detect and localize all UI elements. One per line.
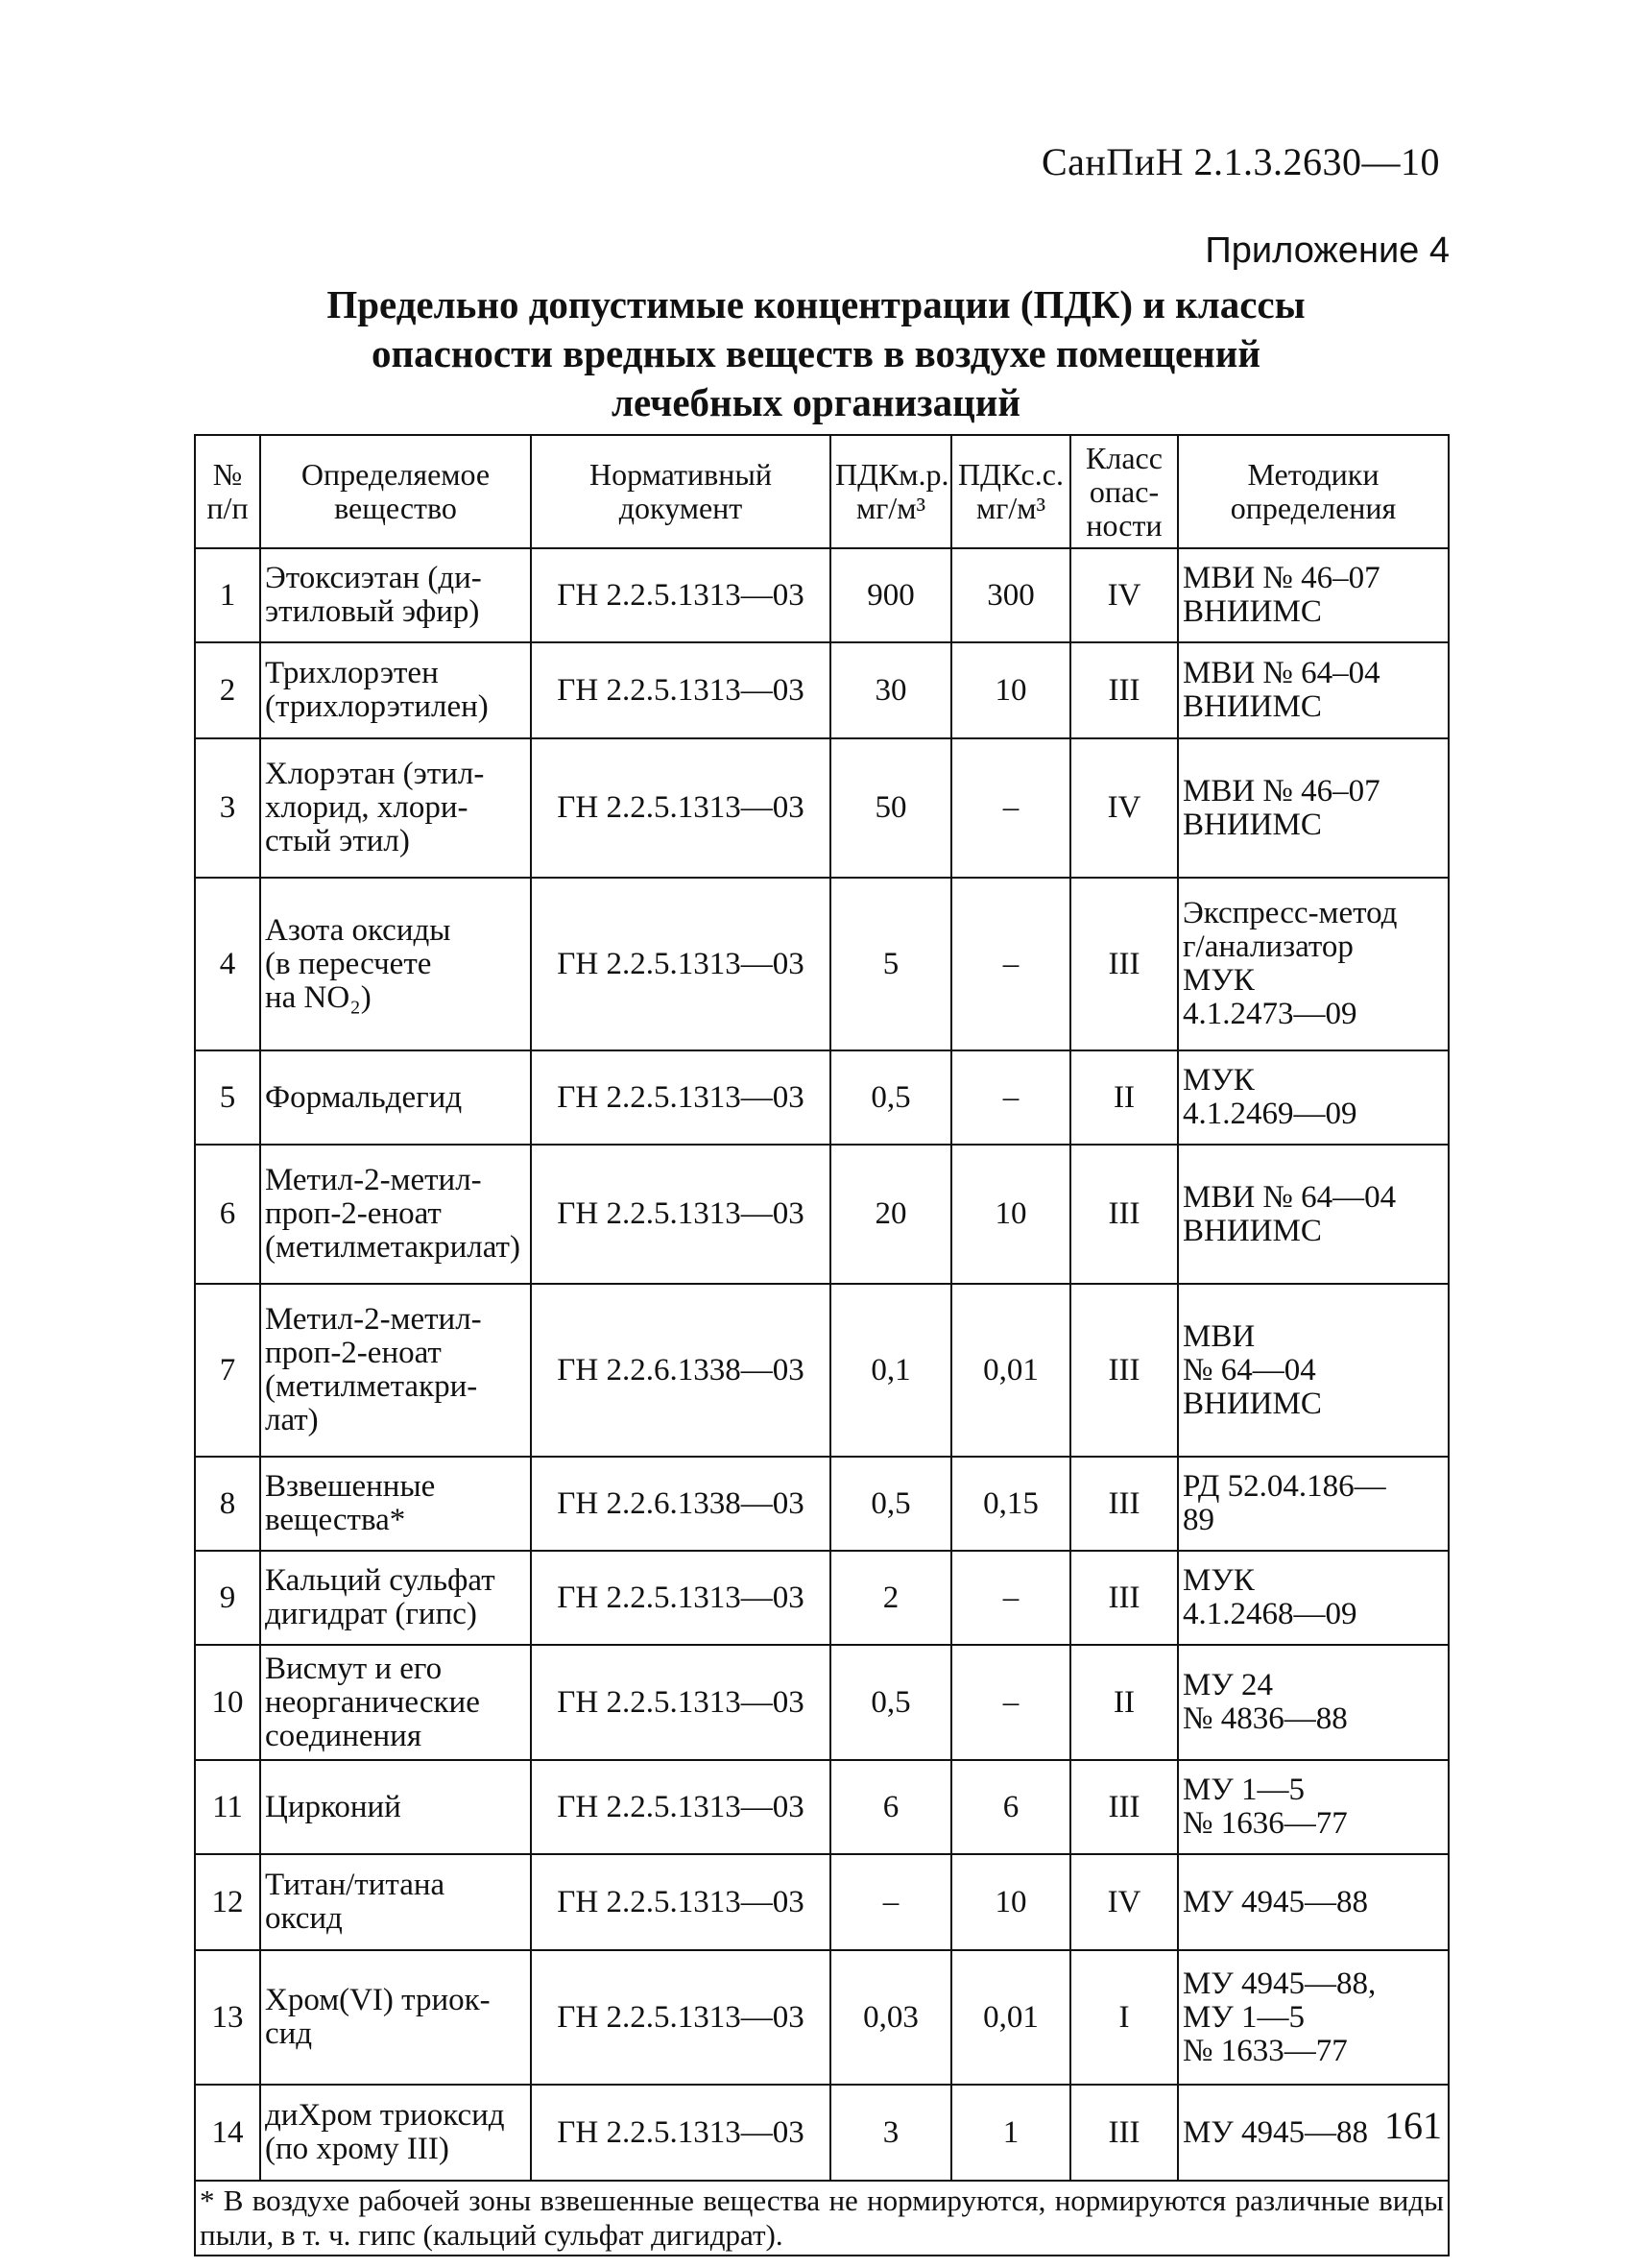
cell-methods xyxy=(1178,1457,1449,1551)
cell-line: МВИ № 64–04 xyxy=(1183,656,1380,690)
cell-document: ГН 2.2.5.1313—03 xyxy=(531,1050,830,1145)
column-header-line: мг/м³ xyxy=(855,491,926,525)
cell-line: 89 xyxy=(1183,1503,1214,1537)
cell-line: Взвешенные xyxy=(265,1469,436,1504)
cell-line: № 64—04 xyxy=(1183,1352,1316,1387)
cell-line: (трихлорэтилен) xyxy=(265,689,489,724)
cell-line: МУК xyxy=(1183,963,1255,998)
cell-line: № 1633—77 xyxy=(1183,2033,1348,2068)
cell-line: МВИ № 46–07 xyxy=(1183,773,1380,808)
cell-line: ВНИИМС xyxy=(1183,594,1322,629)
table-row xyxy=(195,2085,1449,2181)
document-code: СанПиН 2.1.3.2630—10 xyxy=(1041,140,1440,183)
cell-document: ГН 2.2.5.1313—03 xyxy=(531,1950,830,2085)
cell-line: № 1636—77 xyxy=(1183,1806,1348,1841)
cell-methods xyxy=(1178,1284,1449,1457)
cell-hazard-class: II xyxy=(1070,1645,1178,1760)
cell-pdk-ss: – xyxy=(951,738,1070,878)
cell-substance xyxy=(260,1551,531,1645)
cell-substance xyxy=(260,1145,531,1284)
cell-line: Метил-2-метил- xyxy=(265,1163,482,1197)
cell-num: 12 xyxy=(195,1854,260,1950)
table-row xyxy=(195,1284,1449,1457)
cell-pdk-mr: 30 xyxy=(830,642,951,738)
cell-line: МУ 4945—88 xyxy=(1183,1884,1368,1919)
cell-line: г/анализатор xyxy=(1183,929,1354,964)
column-header-line: № xyxy=(212,457,243,492)
cell-num: 3 xyxy=(195,738,260,878)
table-row xyxy=(195,1457,1449,1551)
cell-document: ГН 2.2.5.1313—03 xyxy=(531,1645,830,1760)
cell-hazard-class: III xyxy=(1070,1284,1178,1457)
cell-num: 8 xyxy=(195,1457,260,1551)
cell-hazard-class: III xyxy=(1070,2085,1178,2181)
table-header-row xyxy=(195,435,1449,548)
column-header-line: Нормативный xyxy=(589,457,772,492)
table-row xyxy=(195,1145,1449,1284)
column-header-pdk-ss xyxy=(951,435,1070,548)
table-row xyxy=(195,1854,1449,1950)
cell-line: сид xyxy=(265,2016,313,2051)
cell-methods xyxy=(1178,548,1449,642)
cell-pdk-mr: 900 xyxy=(830,548,951,642)
cell-line: (метилметакри- xyxy=(265,1369,478,1404)
cell-substance xyxy=(260,1854,531,1950)
cell-document: ГН 2.2.5.1313—03 xyxy=(531,1760,830,1854)
cell-num: 13 xyxy=(195,1950,260,2085)
cell-pdk-ss: 1 xyxy=(951,2085,1070,2181)
cell-hazard-class: III xyxy=(1070,1145,1178,1284)
column-header-line: ПДКс.с. xyxy=(958,457,1064,492)
cell-line: (в пересчете xyxy=(265,946,432,981)
cell-line: на NO₂) xyxy=(265,979,372,1015)
cell-document: ГН 2.2.5.1313—03 xyxy=(531,738,830,878)
cell-line: МУ 24 xyxy=(1183,1668,1273,1702)
column-header-line: определения xyxy=(1230,491,1397,525)
cell-pdk-mr: 2 xyxy=(830,1551,951,1645)
cell-hazard-class: III xyxy=(1070,1760,1178,1854)
cell-substance xyxy=(260,1645,531,1760)
cell-line: соединения xyxy=(265,1718,422,1753)
table-body xyxy=(195,548,1449,2256)
cell-line: МУ 1—5 xyxy=(1183,1999,1305,2035)
cell-line: МУК xyxy=(1183,1063,1255,1098)
cell-line: хлорид, хлори- xyxy=(265,790,468,825)
cell-pdk-ss: 0,01 xyxy=(951,1950,1070,2085)
cell-pdk-ss: 10 xyxy=(951,1145,1070,1284)
cell-line: лат) xyxy=(265,1403,319,1437)
cell-line: Цирконий xyxy=(265,1789,401,1824)
table-row xyxy=(195,738,1449,878)
table-title xyxy=(192,280,1440,427)
cell-line: МВИ № 46–07 xyxy=(1183,561,1380,595)
table-row xyxy=(195,1760,1449,1854)
column-header-hazard-class xyxy=(1070,435,1178,548)
cell-num: 11 xyxy=(195,1760,260,1854)
cell-num: 7 xyxy=(195,1284,260,1457)
cell-line: проп-2-еноат xyxy=(265,1196,442,1231)
cell-substance xyxy=(260,1050,531,1145)
cell-methods xyxy=(1178,1645,1449,1760)
cell-pdk-mr: 0,1 xyxy=(830,1284,951,1457)
column-header-line: Класс xyxy=(1086,440,1163,475)
cell-substance xyxy=(260,1950,531,2085)
column-header-line: п/п xyxy=(206,491,249,525)
cell-methods xyxy=(1178,1854,1449,1950)
column-header-pdk-mr xyxy=(830,435,951,548)
cell-pdk-mr: 0,5 xyxy=(830,1457,951,1551)
cell-pdk-ss: – xyxy=(951,1050,1070,1145)
column-header-line: ности xyxy=(1086,507,1163,543)
cell-pdk-ss: 6 xyxy=(951,1760,1070,1854)
cell-substance xyxy=(260,548,531,642)
cell-pdk-mr: 0,5 xyxy=(830,1050,951,1145)
cell-pdk-mr: 3 xyxy=(830,2085,951,2181)
cell-line: ВНИИМС xyxy=(1183,1386,1322,1421)
cell-line: Азота оксиды xyxy=(265,912,451,948)
cell-num: 9 xyxy=(195,1551,260,1645)
cell-pdk-mr: 5 xyxy=(830,878,951,1050)
cell-document: ГН 2.2.5.1313—03 xyxy=(531,878,830,1050)
cell-pdk-ss: 0,01 xyxy=(951,1284,1070,1457)
cell-line: дигидрат (гипс) xyxy=(265,1597,477,1631)
cell-substance xyxy=(260,878,531,1050)
column-header-line: мг/м³ xyxy=(975,491,1046,525)
cell-num: 10 xyxy=(195,1645,260,1760)
column-header-line: ПДКм.р. xyxy=(835,457,949,492)
cell-substance xyxy=(260,738,531,878)
title-line: опасности вредных веществ в воздухе помещений xyxy=(371,331,1261,375)
column-header-line: Методики xyxy=(1247,457,1380,492)
table-row xyxy=(195,1950,1449,2085)
cell-line: 4.1.2473—09 xyxy=(1183,997,1357,1031)
page-number: 161 xyxy=(1384,2104,1442,2147)
cell-substance xyxy=(260,1760,531,1854)
cell-line: Трихлорэтен xyxy=(265,656,439,690)
cell-document: ГН 2.2.5.1313—03 xyxy=(531,2085,830,2181)
footnote-row xyxy=(195,2181,1449,2256)
cell-line: № 4836—88 xyxy=(1183,1701,1348,1736)
cell-substance xyxy=(260,1284,531,1457)
pdk-table xyxy=(194,434,1450,2256)
cell-hazard-class: I xyxy=(1070,1950,1178,2085)
cell-line: ВНИИМС xyxy=(1183,689,1322,724)
cell-methods xyxy=(1178,1050,1449,1145)
cell-num: 1 xyxy=(195,548,260,642)
cell-line: диХром триоксид xyxy=(265,2098,505,2133)
cell-pdk-mr: 6 xyxy=(830,1760,951,1854)
cell-line: 4.1.2469—09 xyxy=(1183,1097,1357,1131)
appendix-label: Приложение 4 xyxy=(1205,230,1450,271)
title-line: Предельно допустимые концентрации (ПДК) и классы xyxy=(326,282,1306,326)
cell-hazard-class: III xyxy=(1070,642,1178,738)
cell-line: Этоксиэтан (ди- xyxy=(265,561,482,595)
cell-line: РД 52.04.186— xyxy=(1183,1469,1386,1504)
cell-methods xyxy=(1178,1950,1449,2085)
cell-substance xyxy=(260,642,531,738)
cell-methods xyxy=(1178,878,1449,1050)
cell-methods xyxy=(1178,642,1449,738)
column-header-line: документ xyxy=(618,491,743,525)
cell-pdk-ss: 0,15 xyxy=(951,1457,1070,1551)
cell-line: МУК xyxy=(1183,1563,1255,1598)
cell-line: МУ 4945—88 xyxy=(1183,2114,1368,2150)
table-row xyxy=(195,878,1449,1050)
cell-num: 14 xyxy=(195,2085,260,2181)
table-row xyxy=(195,642,1449,738)
cell-pdk-mr: 50 xyxy=(830,738,951,878)
cell-line: (метилметакрилат) xyxy=(265,1230,520,1265)
cell-methods xyxy=(1178,1145,1449,1284)
cell-num: 6 xyxy=(195,1145,260,1284)
cell-pdk-mr: 20 xyxy=(830,1145,951,1284)
table-row xyxy=(195,548,1449,642)
cell-line: оксид xyxy=(265,1901,343,1936)
cell-document: ГН 2.2.5.1313—03 xyxy=(531,1551,830,1645)
cell-document: ГН 2.2.5.1313—03 xyxy=(531,1145,830,1284)
cell-line: 4.1.2468—09 xyxy=(1183,1597,1357,1631)
cell-line: вещества* xyxy=(265,1503,406,1537)
cell-line: Титан/титана xyxy=(265,1868,445,1902)
cell-line: МВИ № 64—04 xyxy=(1183,1179,1397,1215)
cell-pdk-ss: 300 xyxy=(951,548,1070,642)
cell-document: ГН 2.2.5.1313—03 xyxy=(531,548,830,642)
cell-line: МВИ xyxy=(1183,1318,1256,1354)
cell-methods xyxy=(1178,1551,1449,1645)
cell-hazard-class: IV xyxy=(1070,738,1178,878)
cell-line: Хлорэтан (этил- xyxy=(265,757,485,791)
cell-document: ГН 2.2.5.1313—03 xyxy=(531,1854,830,1950)
column-header-line: вещество xyxy=(334,491,457,525)
cell-pdk-mr: 0,03 xyxy=(830,1950,951,2085)
cell-pdk-ss: – xyxy=(951,878,1070,1050)
title-line: лечебных организаций xyxy=(612,380,1020,424)
cell-line: ВНИИМС xyxy=(1183,807,1322,842)
column-header-substance xyxy=(260,435,531,548)
cell-line: Формальдегид xyxy=(265,1079,463,1115)
cell-hazard-class: III xyxy=(1070,1551,1178,1645)
cell-line: МУ 1—5 xyxy=(1183,1773,1305,1807)
column-header-document xyxy=(531,435,830,548)
cell-substance xyxy=(260,2085,531,2181)
cell-line: (по хрому III) xyxy=(265,2132,449,2166)
column-header-line: опас- xyxy=(1089,473,1160,509)
cell-line: МУ 4945—88, xyxy=(1183,1966,1377,2001)
cell-line: Метил-2-метил- xyxy=(265,1302,482,1337)
cell-pdk-ss: 10 xyxy=(951,1854,1070,1950)
cell-line: стый этил) xyxy=(265,824,410,858)
cell-hazard-class: II xyxy=(1070,1050,1178,1145)
cell-document: ГН 2.2.5.1313—03 xyxy=(531,642,830,738)
table-row xyxy=(195,1050,1449,1145)
cell-pdk-ss: – xyxy=(951,1645,1070,1760)
cell-hazard-class: IV xyxy=(1070,1854,1178,1950)
cell-num: 4 xyxy=(195,878,260,1050)
cell-line: Кальций сульфат xyxy=(265,1563,495,1598)
cell-pdk-mr: – xyxy=(830,1854,951,1950)
cell-line: проп-2-еноат xyxy=(265,1336,442,1370)
cell-document: ГН 2.2.6.1338—03 xyxy=(531,1284,830,1457)
cell-pdk-ss: 10 xyxy=(951,642,1070,738)
cell-pdk-mr: 0,5 xyxy=(830,1645,951,1760)
column-header-methods xyxy=(1178,435,1449,548)
cell-hazard-class: IV xyxy=(1070,548,1178,642)
cell-document: ГН 2.2.6.1338—03 xyxy=(531,1457,830,1551)
column-header-num xyxy=(195,435,260,548)
cell-methods xyxy=(1178,738,1449,878)
table-row xyxy=(195,1645,1449,1760)
cell-line: неорганические xyxy=(265,1684,480,1720)
cell-line: Экспресс-метод xyxy=(1183,896,1398,930)
cell-hazard-class: III xyxy=(1070,878,1178,1050)
cell-line: этиловый эфир) xyxy=(265,594,480,629)
cell-num: 2 xyxy=(195,642,260,738)
cell-pdk-ss: – xyxy=(951,1551,1070,1645)
cell-line: Хром(VI) триок- xyxy=(265,1983,491,2017)
cell-substance xyxy=(260,1457,531,1551)
cell-num: 5 xyxy=(195,1050,260,1145)
cell-methods xyxy=(1178,1760,1449,1854)
table-footnote: * В воздухе рабочей зоны взвешенные вещества не нормируются, нормируются различные виды пыли, в т. ч. гипс (кальций сульфат дигидрат). xyxy=(195,2181,1449,2256)
column-header-line: Определяемое xyxy=(300,457,491,492)
cell-line: Висмут и его xyxy=(265,1651,443,1686)
table-row xyxy=(195,1551,1449,1645)
cell-line: ВНИИМС xyxy=(1183,1213,1322,1248)
cell-hazard-class: III xyxy=(1070,1457,1178,1551)
